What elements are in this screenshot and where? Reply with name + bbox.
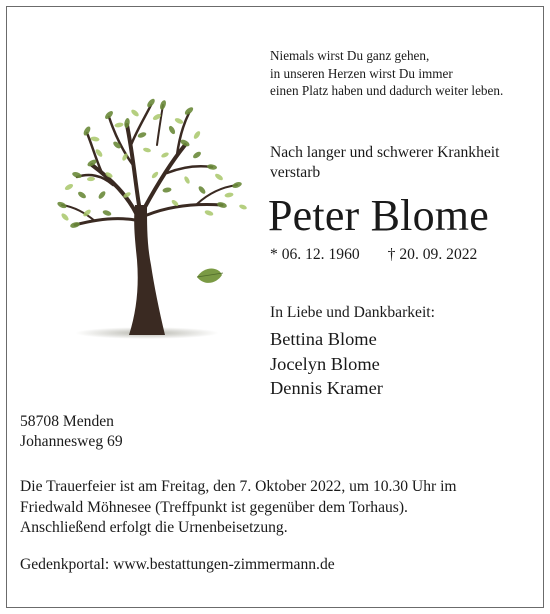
deceased-name: Peter Blome — [268, 191, 489, 240]
poem-line: Niemals wirst Du ganz gehen, — [270, 48, 430, 63]
ceremony-line: Friedwald Möhnesee (Treffpunkt ist gegenüber dem Torhaus). — [20, 498, 408, 516]
ceremony-line: Die Trauerfeier ist am Freitag, den 7. Oktober 2022, um 10.30 Uhr im — [20, 478, 457, 495]
address-city: 58708 Menden — [20, 413, 114, 430]
death-date: † 20. 09. 2022 — [387, 246, 478, 263]
mourner-name: Jocelyn Blome — [270, 353, 380, 374]
intro-line: Nach langer und schwerer Krankheit — [270, 144, 500, 161]
family-address — [20, 412, 123, 452]
thanks-line: In Liebe und Dankbarkeit: — [270, 304, 435, 321]
address-street: Johannesweg 69 — [20, 433, 123, 450]
obituary-notice — [6, 6, 544, 608]
falling-leaf-icon — [197, 269, 223, 283]
life-dates — [270, 245, 477, 265]
mourner-name: Bettina Blome — [270, 329, 377, 349]
birth-date: * 06. 12. 1960 — [270, 246, 360, 263]
memorial-portal-link[interactable]: Gedenkportal: www.bestattungen-zimmermann.de — [20, 556, 335, 573]
memorial-poem — [270, 47, 503, 100]
tree-illustration — [47, 95, 257, 340]
poem-line: einen Platz haben und dadurch weiter leben. — [270, 83, 504, 98]
intro-line: verstarb — [270, 163, 321, 181]
poem-line: in unseren Herzen wirst Du immer — [270, 65, 453, 81]
mourners-list — [270, 327, 383, 401]
intro-text — [270, 143, 499, 182]
mourner-name: Dennis Kramer — [270, 378, 383, 398]
ceremony-line: Anschließend erfolgt die Urnenbeisetzung. — [20, 519, 288, 536]
tree-trunk — [62, 105, 237, 335]
ceremony-info — [20, 477, 535, 539]
